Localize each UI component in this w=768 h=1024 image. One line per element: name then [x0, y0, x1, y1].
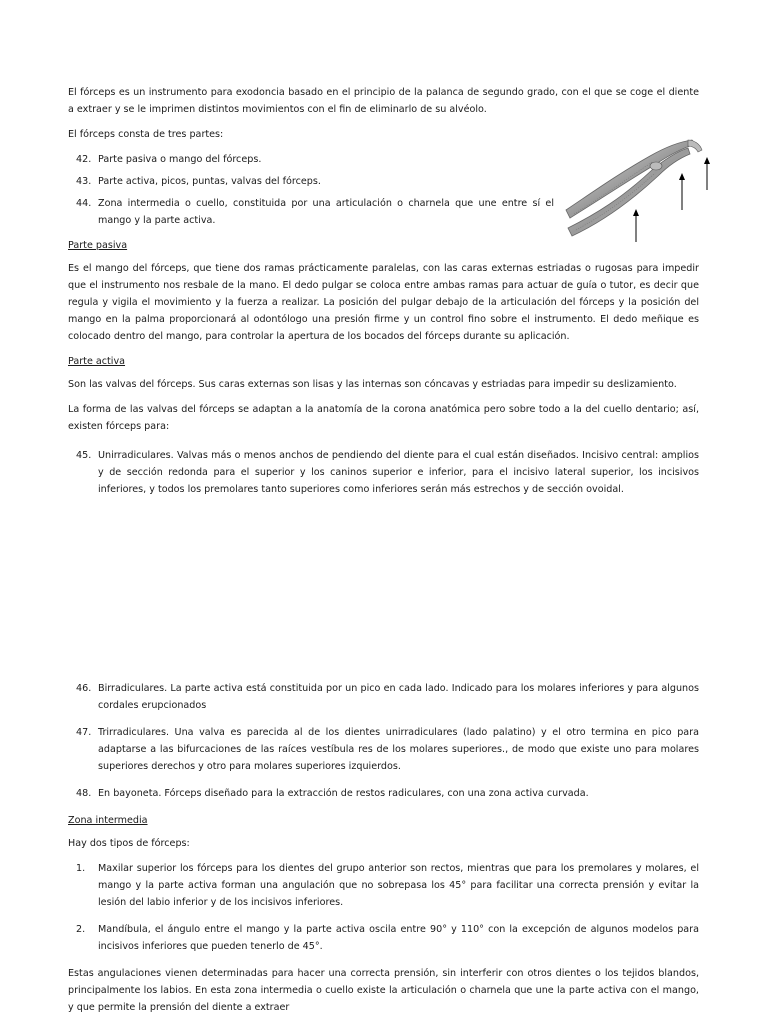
list-item: 48. En bayoneta. Fórceps diseñado para la extracción de restos radiculares, con una zona activa curvada. — [76, 788, 589, 799]
activa-paragraph-2: La forma de las valvas del fórceps se adaptan a la anatomía de la corona anatómica pero sobre todo a la del cuello dentario; así, existen fórceps para: — [68, 404, 699, 432]
list-item: 2. Mandíbula, el ángulo entre el mango y la parte activa oscila entre 90° y 110° con la excepción de algunos modelos para incisivos inferiores que pueden tenerlo de 45°. — [76, 924, 699, 952]
blank-space — [68, 506, 699, 680]
intermedia-list — [68, 860, 699, 955]
list-item: 44. Zona intermedia o cuello, constituida por una articulación o charnela que une entre sí el mango y la parte activa. — [76, 198, 554, 226]
heading-zona-intermedia: Zona intermedia — [68, 815, 148, 826]
list-item: 47. Trirradiculares. Una valva es parecida al de los dientes unirradiculares (lado palatino) y el otro termina en pico para adaptarse a las bifurcaciones de las raíces vestíbula res de los molares superiores., de modo que existe uno para molares superiores derechos y otro para molares superiores izquierdos. — [76, 727, 699, 772]
heading-parte-pasiva: Parte pasiva — [68, 240, 128, 251]
intermedia-intro: Hay dos tipos de fórceps: — [68, 838, 190, 849]
list-item: 1. Maxilar superior los fórceps para los dientes del grupo anterior son rectos, mientras que para los premolares y molares, el mango y la parte activa forman una angulación que no sobrepasa los 45° para facilitar una correcta prensión y evitar la lesión del labio inferior y de los incisivos inferiores. — [76, 863, 699, 908]
parts-list — [68, 151, 554, 229]
heading-parte-activa: Parte activa — [68, 356, 126, 367]
list-item: 42. Parte pasiva o mango del fórceps. — [76, 154, 262, 165]
list-item: 46. Birradiculares. La parte activa está constituida por un pico en cada lado. Indicado para los molares inferiores y para algunos cordales erupcionados — [76, 683, 699, 711]
closing-paragraph: Estas angulaciones vienen determinadas para hacer una correcta prensión, sin interferir con otros dientes o los tejidos blandos, principalmente los labios. En esta zona intermedia o cuello existe la articulación o charnela que une la parte activa con el mango, y que permite la prensión del diente a extraer — [68, 968, 699, 1013]
activa-list-b — [68, 680, 699, 802]
forceps-illustration — [560, 128, 712, 246]
activa-list-a — [68, 447, 699, 498]
parts-intro: El fórceps consta de tres partes: — [68, 129, 224, 140]
activa-paragraph-1: Son las valvas del fórceps. Sus caras externas son lisas y las internas son cóncavas y estriadas para impedir su deslizamiento. — [68, 379, 677, 390]
list-item: 45. Unirradiculares. Valvas más o menos anchos de pendiendo del diente para el cual están diseñados. Incisivo central: amplios y de sección redonda para el superior y los caninos superior e inferior, para el incisivo lateral superior, los incisivos inferiores, y todos los premolares tanto superiores como inferiores serán más estrechos y de sección ovoidal. — [76, 450, 699, 495]
list-item: 43. Parte activa, picos, puntas, valvas del fórceps. — [76, 176, 321, 187]
intro-paragraph: El fórceps es un instrumento para exodoncia basado en el principio de la palanca de segundo grado, con el que se coge el diente a extraer y se le imprimen distintos movimientos con el fin de eliminarlo de su alvéolo. — [68, 87, 699, 115]
pasiva-paragraph: Es el mango del fórceps, que tiene dos ramas prácticamente paralelas, con las caras externas estriadas o rugosas para impedir que el instrumento nos resbale de la mano. El dedo pulgar se coloca entre ambas ramas para actuar de guía o tutor, es decir que regula y vigila el movimiento y la fuerza a realizar. La posición del pulgar debajo de la articulación del fórceps y la posición del mango en la palma proporcionará al odontólogo una presión firme y un control fino sobre el instrumento. El dedo meñique es colocado dentro del mango, para controlar la apertura de los bocados del fórceps durante su aplicación. — [68, 263, 699, 342]
